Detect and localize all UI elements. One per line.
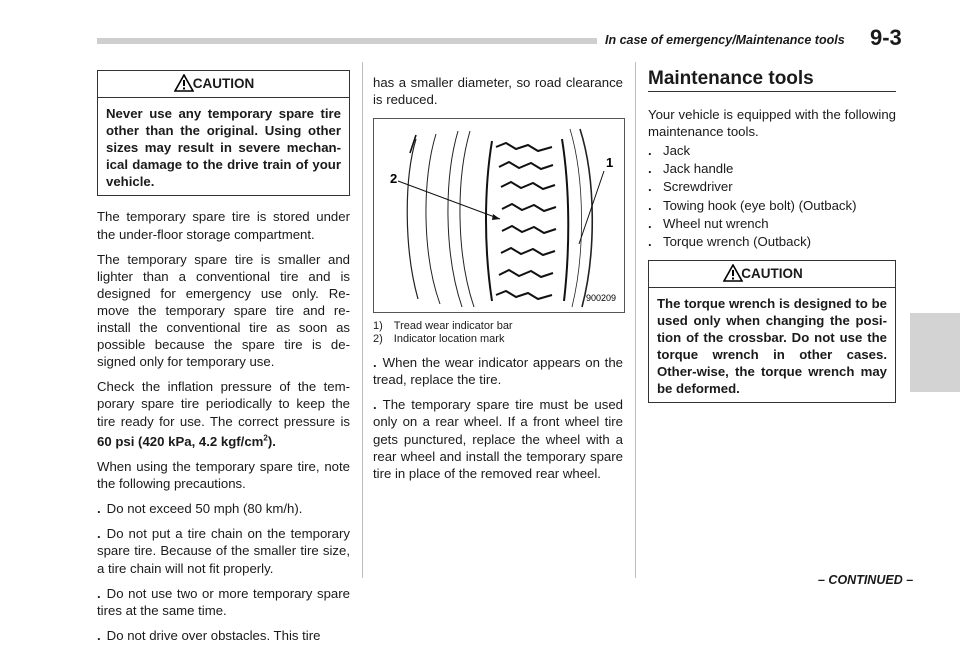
bullet-icon: . <box>648 233 652 249</box>
pressure-text: 60 psi (420 kPa, 4.2 kgf/cm <box>97 433 264 449</box>
figure-caption: 1) Tread wear indicator bar <box>373 320 513 333</box>
bullet-text: When the wear indicator appears on the tread, replace the tire. <box>373 355 623 388</box>
warning-icon <box>723 264 743 282</box>
right-column <box>648 70 896 415</box>
superscript: 2 <box>263 433 268 443</box>
bullet-text: The temporary spare tire must be used only on a rear wheel. If a front wheel tire gets punctured, replace the wheel with a rear wheel and install the temporary spare tire in place of the removed rear wheel. <box>373 397 623 481</box>
bullet-icon: . <box>97 526 101 542</box>
pressure-value <box>97 434 276 449</box>
figure-code: 900209 <box>586 293 617 304</box>
tool-item <box>648 160 896 177</box>
bullet-text: Do not put a tire chain on the temporary spare tire. Because of the smaller tire size, a tire chain will not fit properly. <box>97 526 350 576</box>
tool-name: Jack <box>663 143 691 159</box>
bullet-icon: . <box>648 161 652 177</box>
list-item <box>373 396 623 481</box>
tool-name: Jack handle <box>663 161 734 177</box>
bullet-text: Do not use two or more temporary spare tires at the same time. <box>97 585 350 618</box>
bullet-icon: . <box>648 215 652 231</box>
middle-column <box>373 74 623 490</box>
tool-name: Towing hook (eye bolt) (Outback) <box>663 197 857 213</box>
pressure-end: ). <box>267 433 276 449</box>
list-item <box>97 585 350 619</box>
left-column <box>97 70 350 652</box>
list-item <box>97 627 350 644</box>
bullet-icon: . <box>373 355 377 371</box>
bullet-icon: . <box>97 585 101 601</box>
paragraph-text: Check the inflation pressure of the tem-porary spare tire periodically to keep the tire ready for use. The correct pressure is <box>97 379 350 429</box>
caution-label: CAUTION <box>192 76 255 91</box>
list-item <box>97 500 350 517</box>
continued-label: – CONTINUED – <box>818 573 914 587</box>
caution-text: Never use any temporary spare tire other than the original. Using other sizes may result in severe mechan-ical damage to the drive train of your vehicle. <box>106 106 341 190</box>
caution-box <box>648 260 896 404</box>
warning-icon <box>174 74 194 92</box>
figure-label-2: 2 <box>390 171 398 187</box>
list-item <box>97 525 350 576</box>
tool-name: Wheel nut wrench <box>663 215 769 231</box>
tool-item <box>648 142 896 159</box>
paragraph: The temporary spare tire is smaller and lighter than a conventional tire and is designed for emergency use only. Re-move the temporary spare tire and re-install the conventional tire as soon as possible because the spare tire is de-signed only for temporary use. <box>97 251 350 370</box>
column-divider <box>635 62 636 578</box>
tool-item <box>648 233 896 250</box>
chapter-tab <box>910 313 960 392</box>
paragraph <box>97 378 350 450</box>
tool-item <box>648 178 896 195</box>
tool-item <box>648 215 896 232</box>
section-heading: Maintenance tools <box>648 70 896 92</box>
tool-name: Torque wrench (Outback) <box>663 233 812 249</box>
column-divider <box>362 62 363 578</box>
list-item <box>373 354 623 388</box>
bullet-icon: . <box>97 501 101 517</box>
paragraph: has a smaller diameter, so road clearance is reduced. <box>373 75 623 108</box>
tool-name: Screwdriver <box>663 179 733 195</box>
caution-header <box>649 261 895 288</box>
paragraph: Your vehicle is equipped with the following maintenance tools. <box>648 107 896 140</box>
figure-label-1: 1 <box>606 155 614 171</box>
tool-item <box>648 197 896 214</box>
bullet-icon: . <box>373 397 377 413</box>
tire-tread-figure <box>373 118 625 313</box>
bullet-icon: . <box>648 179 652 195</box>
caution-box <box>97 70 350 196</box>
bullet-icon: . <box>648 197 652 213</box>
paragraph: When using the temporary spare tire, note the following precautions. <box>97 459 350 492</box>
caution-header <box>98 71 349 98</box>
bullet-icon: . <box>648 143 652 159</box>
caution-label: CAUTION <box>741 265 803 281</box>
bullet-text: Do not exceed 50 mph (80 km/h). <box>106 501 303 517</box>
bullet-text: Do not drive over obstacles. This tire <box>106 627 321 643</box>
section-title: In case of emergency/Maintenance tools <box>605 33 845 47</box>
tire-tread-illustration <box>374 119 624 312</box>
figure-caption: 2) Indicator location mark <box>373 333 505 346</box>
caution-text: The torque wrench is designed to be used only when changing the posi-tion of the crossbar. Do not use the torque wrench in other cases. Other-wise, the torque wrench may be deformed. <box>657 295 887 397</box>
page-number: 9-3 <box>870 25 902 50</box>
bullet-icon: . <box>97 627 101 643</box>
paragraph: The temporary spare tire is stored under the under-floor storage compartment. <box>97 209 350 242</box>
header-rule <box>97 38 597 44</box>
